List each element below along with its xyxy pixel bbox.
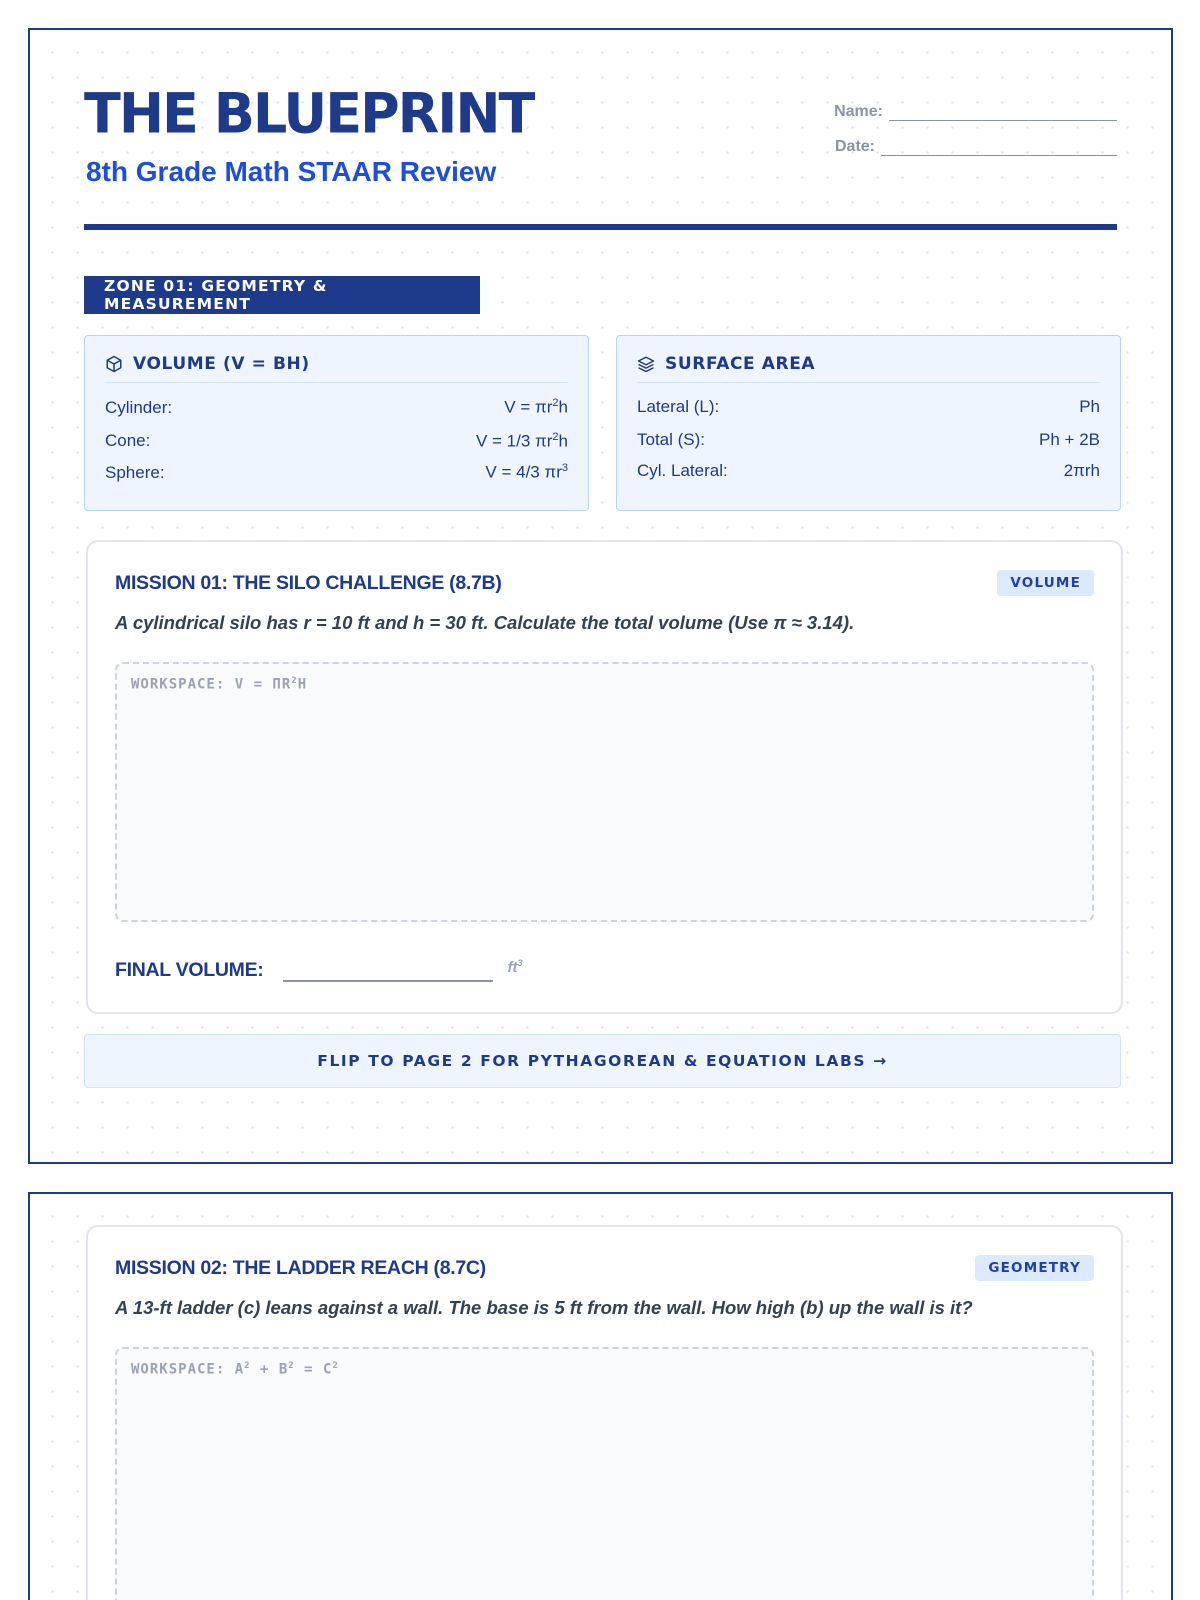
final-volume-label: FINAL VOLUME:: [115, 959, 264, 981]
workspace-label: WORKSPACE: $A^2 + B^2 = C^2$: [131, 1361, 339, 1378]
formula-label: Cyl. Lateral:: [637, 461, 728, 480]
formula-value: $V = \pi r^2h$: [504, 397, 568, 417]
name-label: Name:: [834, 103, 883, 120]
mission-02-workspace[interactable]: [115, 1347, 1094, 1600]
mission-02-question: A 13-ft ladder (c) leans against a wall. The base is 5 ft from the wall. How high (b) up the wall is it?: [115, 1297, 973, 1318]
formula-value: Ph + 2B: [1039, 430, 1100, 449]
flip-page-note: FLIP TO PAGE 2 FOR PYTHAGOREAN & EQUATION LABS →: [84, 1034, 1121, 1088]
name-row: [807, 86, 1117, 121]
date-label: Date:: [834, 138, 875, 155]
date-field[interactable]: [881, 138, 1117, 156]
formula-label: Cone:: [105, 431, 151, 451]
zone-banner: ZONE 01: GEOMETRY & MEASUREMENT: [84, 276, 480, 314]
layers-icon: [637, 355, 655, 373]
formula-label: Sphere:: [105, 462, 165, 482]
formula-row-cone: [105, 431, 568, 452]
formula-row-sphere: [105, 462, 568, 483]
formula-label: Cylinder:: [105, 397, 173, 417]
mission-02-title: MISSION 02: THE LADDER REACH (8.7C): [115, 1256, 486, 1279]
final-volume-row: [115, 954, 523, 982]
name-date-block: [807, 86, 1117, 156]
formula-value: V = 1/3 $\pi r^2h$: [475, 430, 568, 451]
name-field[interactable]: [889, 103, 1117, 121]
mission-01-workspace[interactable]: [115, 662, 1094, 922]
mission-01-question: A cylindrical silo has r = 10 ft and h = 30 ft. Calculate the total volume (Use π ≈ 3.14).: [115, 612, 855, 633]
mission-01-card: [86, 540, 1123, 1014]
surface-card-title: SURFACE AREA: [665, 354, 816, 374]
volume-card-title: VOLUME (V = BH): [133, 354, 310, 374]
header-divider: [84, 224, 1117, 230]
surface-card-header: [637, 354, 1100, 383]
final-volume-answer-field[interactable]: [283, 954, 493, 982]
final-volume-unit: $ft^3$: [507, 958, 523, 976]
worksheet-page-1: [28, 28, 1173, 1164]
formula-row-cyl-lateral: [637, 461, 1100, 481]
workspace-label: WORKSPACE: $V = \Pi R^2H$: [131, 676, 308, 693]
geometry-badge: GEOMETRY: [975, 1255, 1094, 1281]
volume-card-header: [105, 354, 568, 383]
brand-title: THE BLUEPRINT: [84, 81, 534, 146]
formula-value: 2πrh: [1063, 461, 1100, 480]
page-subtitle: 8th Grade Math STAAR Review: [86, 156, 497, 187]
formula-row-cylinder: [105, 397, 568, 418]
formula-label: Lateral (L):: [637, 397, 720, 416]
volume-badge: VOLUME: [997, 570, 1094, 596]
surface-area-formula-card: [616, 335, 1121, 511]
cube-icon: [105, 355, 123, 373]
mission-02-card: [86, 1225, 1123, 1600]
date-row: [807, 121, 1117, 156]
worksheet-page-2: [28, 1192, 1173, 1600]
mission-01-title: MISSION 01: THE SILO CHALLENGE (8.7B): [115, 571, 502, 594]
formula-label: Total (S):: [637, 430, 706, 449]
mission-01-header: [115, 570, 1094, 596]
mission-02-header: [115, 1255, 1094, 1281]
formula-value: V = 4/3 $\pi r^3$: [485, 462, 568, 482]
formula-row-lateral: [637, 397, 1100, 417]
formula-row-total: [637, 430, 1100, 450]
volume-formula-card: [84, 335, 589, 511]
formula-value: Ph: [1079, 397, 1100, 416]
